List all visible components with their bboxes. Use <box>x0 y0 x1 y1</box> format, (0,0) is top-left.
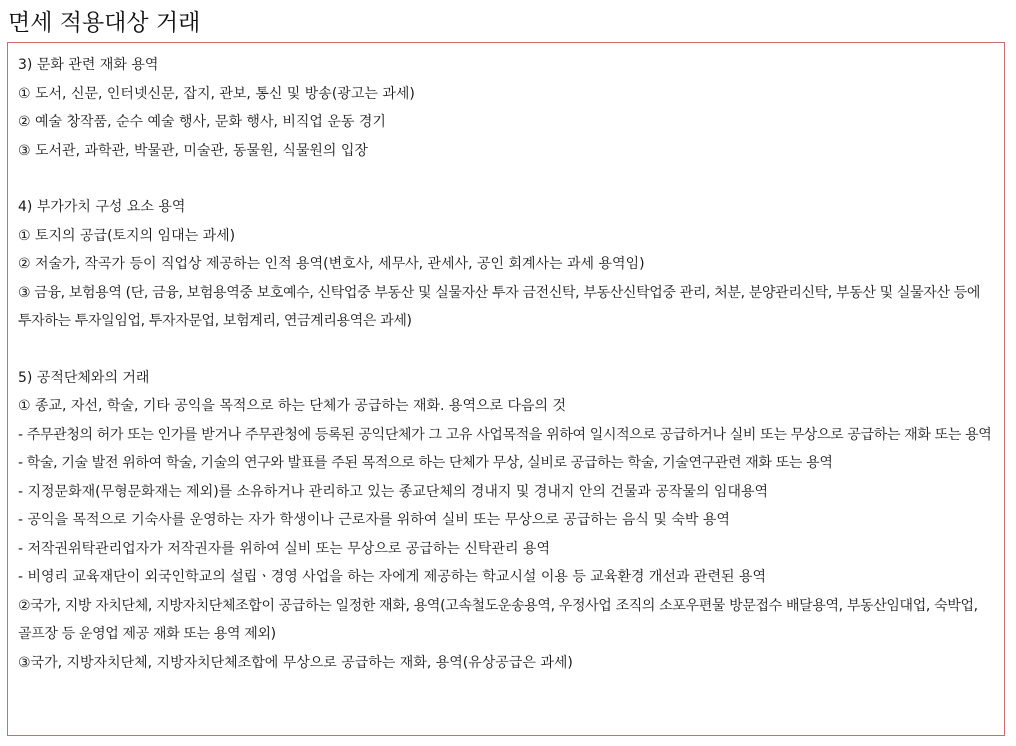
section-heading: 3) 문화 관련 재화 용역 <box>18 57 159 73</box>
section-culture <box>18 51 994 165</box>
list-item: - 공익을 목적으로 기숙사를 운영하는 자가 학생이나 근로자를 위하여 실비 또는 무상으로 공급하는 음식 및 숙박 용역 <box>18 512 730 528</box>
list-item: ③국가, 지방자치단체, 지방자치단체조합에 무상으로 공급하는 재화, 용역(유상공급은 과세) <box>18 654 573 671</box>
section-heading: 5) 공적단체와의 거래 <box>18 369 150 386</box>
list-item: - 학술, 기술 발전 위하여 학술, 기술의 연구와 발표를 주된 목적으로 하는 단체가 무상, 실비로 공급하는 학술, 기술연구관련 재화 또는 용역 <box>18 455 833 471</box>
section-heading: 4) 부가가치 구성 요소 용역 <box>18 199 186 215</box>
list-item: - 비영리 교육재단이 외국인학교의 설립ㆍ경영 사업을 하는 자에게 제공하는 학교시설 이용 등 교육환경 개선과 관련된 용역 <box>18 569 767 585</box>
list-item: ① 도서, 신문, 인터넷신문, 잡지, 관보, 통신 및 방송(광고는 과세) <box>18 85 415 102</box>
list-item: ②국가, 지방 자치단체, 지방자치단체조합이 공급하는 일정한 재화, 용역(고속철도운송용역, 우정사업 조직의 소포우편물 방문접수 배달용역, 부동산임대업, 숙박업, 골프장 등 운영업 제공 재화 또는 용역 제외) <box>18 597 978 642</box>
content-box <box>7 42 1005 736</box>
section-value-added <box>18 193 994 336</box>
list-item: - 지정문화재(무형문화재는 제외)를 소유하거나 관리하고 있는 종교단체의 경내지 및 경내지 안의 건물과 공작물의 임대용역 <box>18 483 769 500</box>
page-title: 면세 적용대상 거래 <box>8 10 201 36</box>
list-item: ③ 금융, 보험용역 (단, 금융, 보험용역중 보호예수, 신탁업중 부동산 및 실물자산 투자 금전신탁, 부동산신탁업중 관리, 처분, 분양관리신탁, 부동산 및 실물자산 등에 투자하는 투자일임업, 투자자문업, 보험계리, 연금계리용역은 과세) <box>18 284 981 329</box>
section-public-bodies <box>18 364 994 678</box>
list-item: ① 종교, 자선, 학술, 기타 공익을 목적으로 하는 단체가 공급하는 재화. 용역으로 다음의 것 <box>18 398 567 414</box>
list-item: - 주무관청의 허가 또는 인가를 받거나 주무관청에 등록된 공익단체가 그 고유 사업목적을 위하여 일시적으로 공급하거나 실비 또는 무상으로 공급하는 재화 또는 용역 <box>18 426 992 443</box>
list-item: - 저작권위탁관리업자가 저작권자를 위하여 실비 또는 무상으로 공급하는 신탁관리 용역 <box>18 540 550 557</box>
list-item: ② 예술 창작품, 순수 예술 행사, 문화 행사, 비직업 운동 경기 <box>18 114 386 130</box>
list-item: ③ 도서관, 과학관, 박물관, 미술관, 동물원, 식물원의 입장 <box>18 142 368 159</box>
list-item: ① 토지의 공급(토지의 임대는 과세) <box>18 227 236 244</box>
list-item: ② 저술가, 작곡가 등이 직업상 제공하는 인적 용역(변호사, 세무사, 관세사, 공인 회계사는 과세 용역임) <box>18 256 645 272</box>
